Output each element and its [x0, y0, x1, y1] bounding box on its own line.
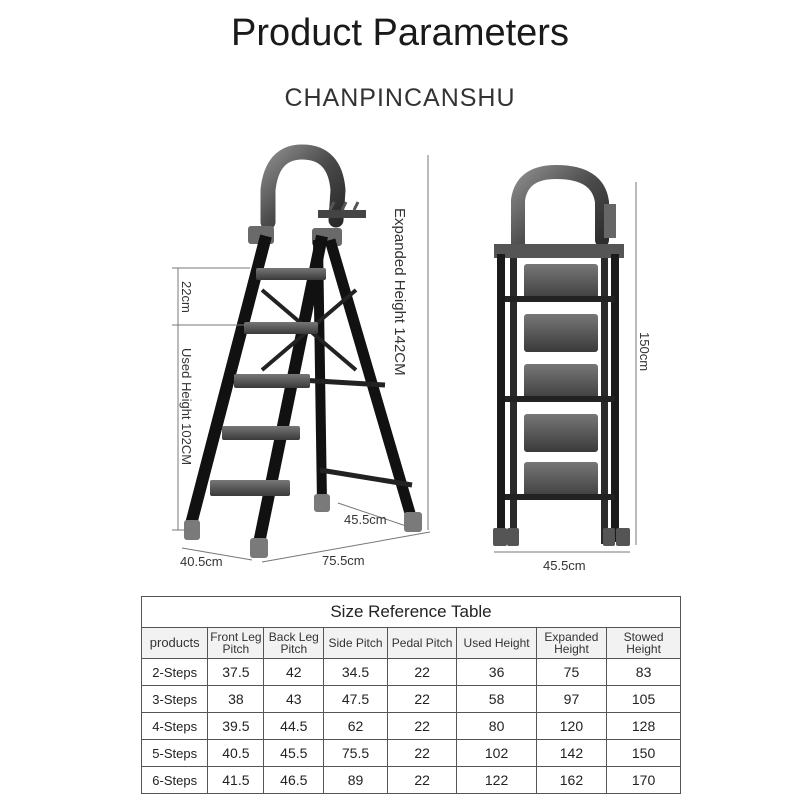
table-cell: 22 — [387, 767, 457, 794]
table-cell: 4-Steps — [142, 713, 208, 740]
table-cell: 43 — [264, 686, 324, 713]
table-cell: 142 — [536, 740, 606, 767]
header-side-pitch: Side Pitch — [324, 628, 388, 659]
header-stowed-height: Stowed Height — [607, 628, 681, 659]
header-products: products — [142, 628, 208, 659]
table-cell: 38 — [208, 686, 264, 713]
expanded-height-label: Expanded Height 142CM — [391, 208, 408, 376]
table-row — [142, 767, 681, 794]
header-back-leg-pitch: Back Leg Pitch — [264, 628, 324, 659]
side-depth-label: 45.5cm — [344, 512, 387, 527]
header-front-leg-pitch: Front Leg Pitch — [208, 628, 264, 659]
pedal-pitch-label: 22cm — [179, 281, 194, 313]
table-cell: 80 — [457, 713, 536, 740]
table-row — [142, 686, 681, 713]
table-cell: 62 — [324, 713, 388, 740]
table-cell: 120 — [536, 713, 606, 740]
table-cell: 83 — [607, 659, 681, 686]
table-cell: 39.5 — [208, 713, 264, 740]
table-cell: 42 — [264, 659, 324, 686]
table-cell: 40.5 — [208, 740, 264, 767]
header-expanded-height: Expanded Height — [536, 628, 606, 659]
table-cell: 89 — [324, 767, 388, 794]
table-cell: 36 — [457, 659, 536, 686]
table-cell: 44.5 — [264, 713, 324, 740]
header-used-height: Used Height — [457, 628, 536, 659]
table-cell: 45.5 — [264, 740, 324, 767]
size-reference-table — [141, 596, 681, 794]
table-cell: 22 — [387, 713, 457, 740]
table-cell: 58 — [457, 686, 536, 713]
front-height-label: 150cm — [637, 332, 652, 372]
table-cell: 22 — [387, 686, 457, 713]
table-cell: 170 — [607, 767, 681, 794]
table-cell: 102 — [457, 740, 536, 767]
table-row — [142, 740, 681, 767]
table-cell: 46.5 — [264, 767, 324, 794]
table-row — [142, 659, 681, 686]
used-height-label: Used Height 102CM — [179, 348, 194, 466]
table-cell: 122 — [457, 767, 536, 794]
table-cell: 150 — [607, 740, 681, 767]
table-cell: 128 — [607, 713, 681, 740]
header-pedal-pitch: Pedal Pitch — [387, 628, 457, 659]
table-caption: Size Reference Table — [141, 596, 681, 627]
table-cell: 97 — [536, 686, 606, 713]
table-cell: 41.5 — [208, 767, 264, 794]
front-width-label-2: 45.5cm — [543, 558, 586, 573]
table-cell: 22 — [387, 659, 457, 686]
table-cell: 75 — [536, 659, 606, 686]
table-cell: 22 — [387, 740, 457, 767]
table-cell: 162 — [536, 767, 606, 794]
table-cell: 6-Steps — [142, 767, 208, 794]
table-cell: 3-Steps — [142, 686, 208, 713]
table-row — [142, 713, 681, 740]
table-cell: 75.5 — [324, 740, 388, 767]
side-view-ladder — [184, 152, 422, 558]
page-title: Product Parameters — [231, 12, 569, 54]
table-cell: 2-Steps — [142, 659, 208, 686]
front-width-label: 40.5cm — [180, 554, 223, 569]
table-cell: 34.5 — [324, 659, 388, 686]
table-cell: 47.5 — [324, 686, 388, 713]
table-cell: 5-Steps — [142, 740, 208, 767]
table-cell: 105 — [607, 686, 681, 713]
base-length-label: 75.5cm — [322, 553, 365, 568]
front-view-ladder — [493, 172, 630, 546]
table-header-row — [142, 628, 681, 659]
page-subtitle: CHANPINCANSHU — [284, 84, 516, 112]
table-cell: 37.5 — [208, 659, 264, 686]
